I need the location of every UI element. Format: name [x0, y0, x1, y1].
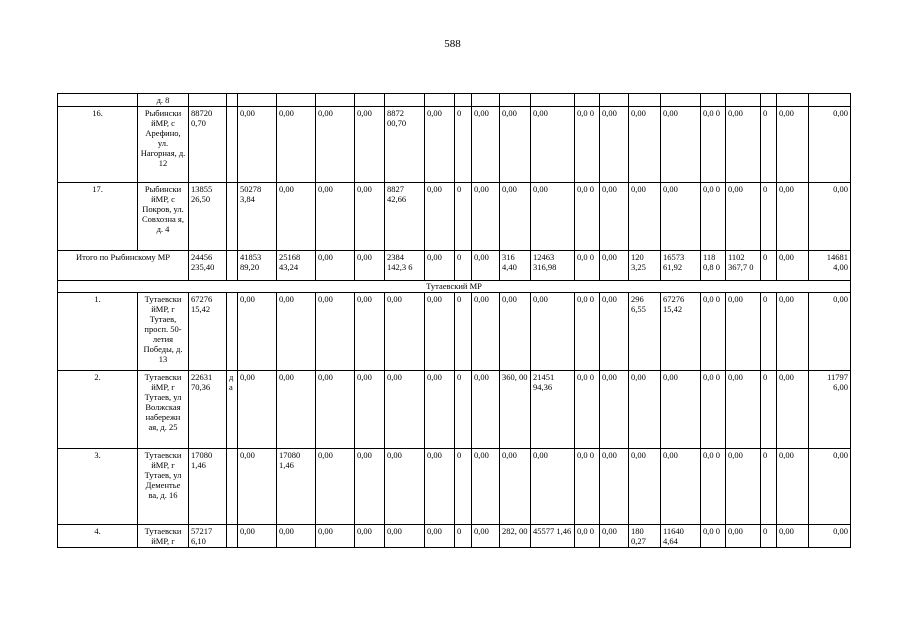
table-cell: 0,00 [809, 525, 851, 548]
table-cell: 0,00 [629, 371, 661, 449]
table-cell: 360, 00 [500, 371, 531, 449]
table-cell: 0,00 [472, 449, 500, 525]
table-cell: 45577 1,46 [531, 525, 575, 548]
table-cell: 0,0 0 [701, 371, 726, 449]
address-cell: Тутаевски йМР, г Тутаев, ул Дементье ва, д. 16 [138, 449, 189, 525]
table-cell [316, 94, 355, 107]
table-cell: 0,00 [726, 525, 761, 548]
table-cell: 0,00 [277, 293, 316, 371]
table-cell: 0,00 [600, 371, 629, 449]
table-cell: 50278 3,84 [238, 183, 277, 251]
table-cell: 0,00 [425, 183, 455, 251]
table-cell: 0,0 0 [701, 525, 726, 548]
row-number: 1. [58, 293, 138, 371]
table-cell: 13855 26,50 [189, 183, 227, 251]
table-cell: 0,00 [355, 183, 385, 251]
table-cell: 0,00 [316, 371, 355, 449]
table-cell: 0,00 [472, 251, 500, 281]
row-number: 2. [58, 371, 138, 449]
section-title: Тутаевский МР [58, 281, 851, 293]
table-cell: 0,00 [500, 449, 531, 525]
section-row [58, 281, 851, 293]
table-cell: 0,00 [238, 449, 277, 525]
row-number [58, 94, 138, 107]
table-cell: 8872 00,70 [385, 107, 425, 183]
table-cell: 0,0 0 [701, 183, 726, 251]
table-cell: 57217 6,10 [189, 525, 227, 548]
table-cell [238, 94, 277, 107]
table-row [58, 293, 851, 371]
table-cell: 0,00 [472, 371, 500, 449]
address-cell: Рыбински йМР, с Покров, ул. Совхозна я, д. 4 [138, 183, 189, 251]
table-cell: 14681 4,00 [809, 251, 851, 281]
table-cell [701, 94, 726, 107]
table-cell: 0,00 [726, 449, 761, 525]
table-cell: 0,00 [316, 525, 355, 548]
table-cell: 118 0,8 0 [701, 251, 726, 281]
table-cell: 1102 367,7 0 [726, 251, 761, 281]
table-cell: 0 [455, 449, 472, 525]
table-cell: 0,00 [316, 183, 355, 251]
table-row [58, 94, 851, 107]
table-cell: 0,0 0 [575, 293, 600, 371]
table-cell: 0,00 [355, 371, 385, 449]
table-cell: 0 [761, 449, 777, 525]
table-cell: 0,00 [316, 449, 355, 525]
table-cell: 0 [455, 107, 472, 183]
table-cell: 25168 43,24 [277, 251, 316, 281]
table-cell: 0,00 [726, 107, 761, 183]
table-cell: 0 [455, 251, 472, 281]
table-cell: 0 [455, 183, 472, 251]
table-cell: 0,00 [531, 449, 575, 525]
page-number: 588 [444, 38, 461, 50]
row-number: 16. [58, 107, 138, 183]
table-cell: 0,00 [355, 251, 385, 281]
table-cell: 0,00 [425, 293, 455, 371]
report-table [57, 93, 851, 548]
table-cell [227, 183, 238, 251]
table-cell: 0,00 [600, 107, 629, 183]
table-cell: 0,00 [809, 449, 851, 525]
table-cell: 0,00 [531, 293, 575, 371]
total-label: Итого по Рыбинскому МР [58, 251, 189, 281]
table-cell [227, 525, 238, 548]
table-cell: 0,0 0 [701, 449, 726, 525]
table-cell: 0,00 [238, 293, 277, 371]
table-cell: 296 6,55 [629, 293, 661, 371]
address-cell: Тутаевски йМР, г [138, 525, 189, 548]
table-cell [629, 94, 661, 107]
table-cell: 0 [761, 107, 777, 183]
table-cell: 0,00 [531, 183, 575, 251]
table-cell: 0,00 [316, 293, 355, 371]
address-cell: Рыбински йМР, с Арефино, ул. Нагорная, д. 12 [138, 107, 189, 183]
table-cell [227, 107, 238, 183]
table-cell: 0,00 [777, 251, 809, 281]
table-cell [425, 94, 455, 107]
table-cell: 0 [761, 293, 777, 371]
table-cell: 0 [455, 371, 472, 449]
table-cell: 0,00 [500, 183, 531, 251]
table-cell: 0,00 [777, 183, 809, 251]
table-cell: 0,00 [629, 183, 661, 251]
table-cell [227, 251, 238, 281]
table-cell: д а [227, 371, 238, 449]
table-cell: 16573 61,92 [661, 251, 701, 281]
table-cell [531, 94, 575, 107]
address-cell: Тутаевски йМР, г Тутаев, просп. 50-летия Победы, д. 13 [138, 293, 189, 371]
table-cell: 0 [455, 525, 472, 548]
table-cell: 0,0 0 [701, 293, 726, 371]
table-cell: 0,00 [472, 183, 500, 251]
table-cell: 0,00 [661, 183, 701, 251]
address-cell: Тутаевски йМР, г Тутаев, ул Волжская набережн ая, д. 25 [138, 371, 189, 449]
table-cell: 88720 0,70 [189, 107, 227, 183]
table-cell: 0,00 [472, 293, 500, 371]
table-cell: 0,00 [316, 107, 355, 183]
table-row [58, 183, 851, 251]
table-cell: 0,00 [726, 293, 761, 371]
table-cell: 0,00 [385, 371, 425, 449]
table-cell [500, 94, 531, 107]
table-cell [227, 94, 238, 107]
table-cell: 0,0 0 [575, 449, 600, 525]
table-cell: 0,00 [277, 183, 316, 251]
table-row [58, 371, 851, 449]
table-cell: 0,00 [661, 449, 701, 525]
table-cell: 0,00 [661, 107, 701, 183]
table-cell: 0,00 [531, 107, 575, 183]
table-cell: 0,00 [777, 107, 809, 183]
table-cell [777, 94, 809, 107]
table-cell: 0 [761, 371, 777, 449]
table-cell: 67276 15,42 [189, 293, 227, 371]
table-cell: 2384 142,3 6 [385, 251, 425, 281]
table-cell: 0,00 [661, 371, 701, 449]
table-cell: 0,00 [316, 251, 355, 281]
table-cell: 0,00 [425, 449, 455, 525]
table-cell: 11640 4,64 [661, 525, 701, 548]
table-cell: 0,00 [726, 371, 761, 449]
table-cell: 0,0 0 [575, 525, 600, 548]
table-cell: 0 [761, 251, 777, 281]
table-cell: 8827 42,66 [385, 183, 425, 251]
table-cell: 0,00 [600, 293, 629, 371]
table-cell: 0,00 [600, 251, 629, 281]
table-row [58, 107, 851, 183]
table-cell [600, 94, 629, 107]
table-cell: 0,00 [385, 449, 425, 525]
table-cell: 24456 235,40 [189, 251, 227, 281]
table-cell [385, 94, 425, 107]
table-cell [726, 94, 761, 107]
table-cell: 0,00 [777, 525, 809, 548]
table-cell: 0,00 [425, 251, 455, 281]
table-cell: 316 4,40 [500, 251, 531, 281]
table-cell: 17080 1,46 [189, 449, 227, 525]
table-cell: 11797 6,00 [809, 371, 851, 449]
table-cell [761, 94, 777, 107]
table-cell: 0,00 [238, 107, 277, 183]
table-cell: 0,00 [809, 293, 851, 371]
table-cell: 0,00 [472, 525, 500, 548]
table-cell: 0,00 [238, 525, 277, 548]
table-cell: 0,00 [600, 449, 629, 525]
table-cell: 0,00 [385, 525, 425, 548]
table-cell: 0 [455, 293, 472, 371]
table-cell: 0,0 0 [575, 107, 600, 183]
table-cell: 67276 15,42 [661, 293, 701, 371]
table-cell [227, 293, 238, 371]
table-cell: 0,00 [809, 107, 851, 183]
table-cell: 0,00 [500, 293, 531, 371]
table-row [58, 449, 851, 525]
table-cell: 0,0 0 [575, 371, 600, 449]
table-cell: 0,00 [355, 293, 385, 371]
table-cell [661, 94, 701, 107]
table-cell [575, 94, 600, 107]
table-cell: 282, 00 [500, 525, 531, 548]
table-cell: 0,00 [472, 107, 500, 183]
table-cell: 17080 1,46 [277, 449, 316, 525]
table-cell [809, 94, 851, 107]
table-cell: 0,00 [777, 293, 809, 371]
table-cell: 0,0 0 [575, 183, 600, 251]
table-cell [227, 449, 238, 525]
table-cell: 0,00 [425, 107, 455, 183]
table-cell [189, 94, 227, 107]
table-cell: 0,00 [277, 107, 316, 183]
table-cell [277, 94, 316, 107]
total-row [58, 251, 851, 281]
table-cell: 0,00 [355, 107, 385, 183]
table-cell: 0,00 [726, 183, 761, 251]
table-cell: 0,00 [777, 449, 809, 525]
table-cell: 0,00 [777, 371, 809, 449]
table-cell: 0,0 0 [701, 107, 726, 183]
table-cell: 0 [761, 525, 777, 548]
table-cell: 0,00 [500, 107, 531, 183]
table-cell: 0,00 [809, 183, 851, 251]
table-cell: 0,00 [355, 449, 385, 525]
table-cell [455, 94, 472, 107]
table-cell: 120 3,25 [629, 251, 661, 281]
table-cell [472, 94, 500, 107]
row-number: 17. [58, 183, 138, 251]
table-row [58, 525, 851, 548]
row-number: 3. [58, 449, 138, 525]
table-cell: 0,00 [277, 371, 316, 449]
table-cell: 0,00 [238, 371, 277, 449]
table-cell [355, 94, 385, 107]
table-cell: 0,00 [629, 449, 661, 525]
table-cell: 0,00 [277, 525, 316, 548]
table-cell: 0,00 [385, 293, 425, 371]
table-cell: 0,00 [355, 525, 385, 548]
table-cell: 22631 70,36 [189, 371, 227, 449]
table-cell: 41853 89,20 [238, 251, 277, 281]
table-cell: 0,00 [425, 371, 455, 449]
table-cell: 0,00 [600, 525, 629, 548]
table-cell: 0,0 0 [575, 251, 600, 281]
row-number: 4. [58, 525, 138, 548]
address-cell: д. 8 [138, 94, 189, 107]
table-cell: 0,00 [600, 183, 629, 251]
table-cell: 0,00 [629, 107, 661, 183]
table-cell: 180 0,27 [629, 525, 661, 548]
table-cell: 12463 316,98 [531, 251, 575, 281]
table-cell: 0 [761, 183, 777, 251]
table-cell: 21451 94,36 [531, 371, 575, 449]
table-cell: 0,00 [425, 525, 455, 548]
